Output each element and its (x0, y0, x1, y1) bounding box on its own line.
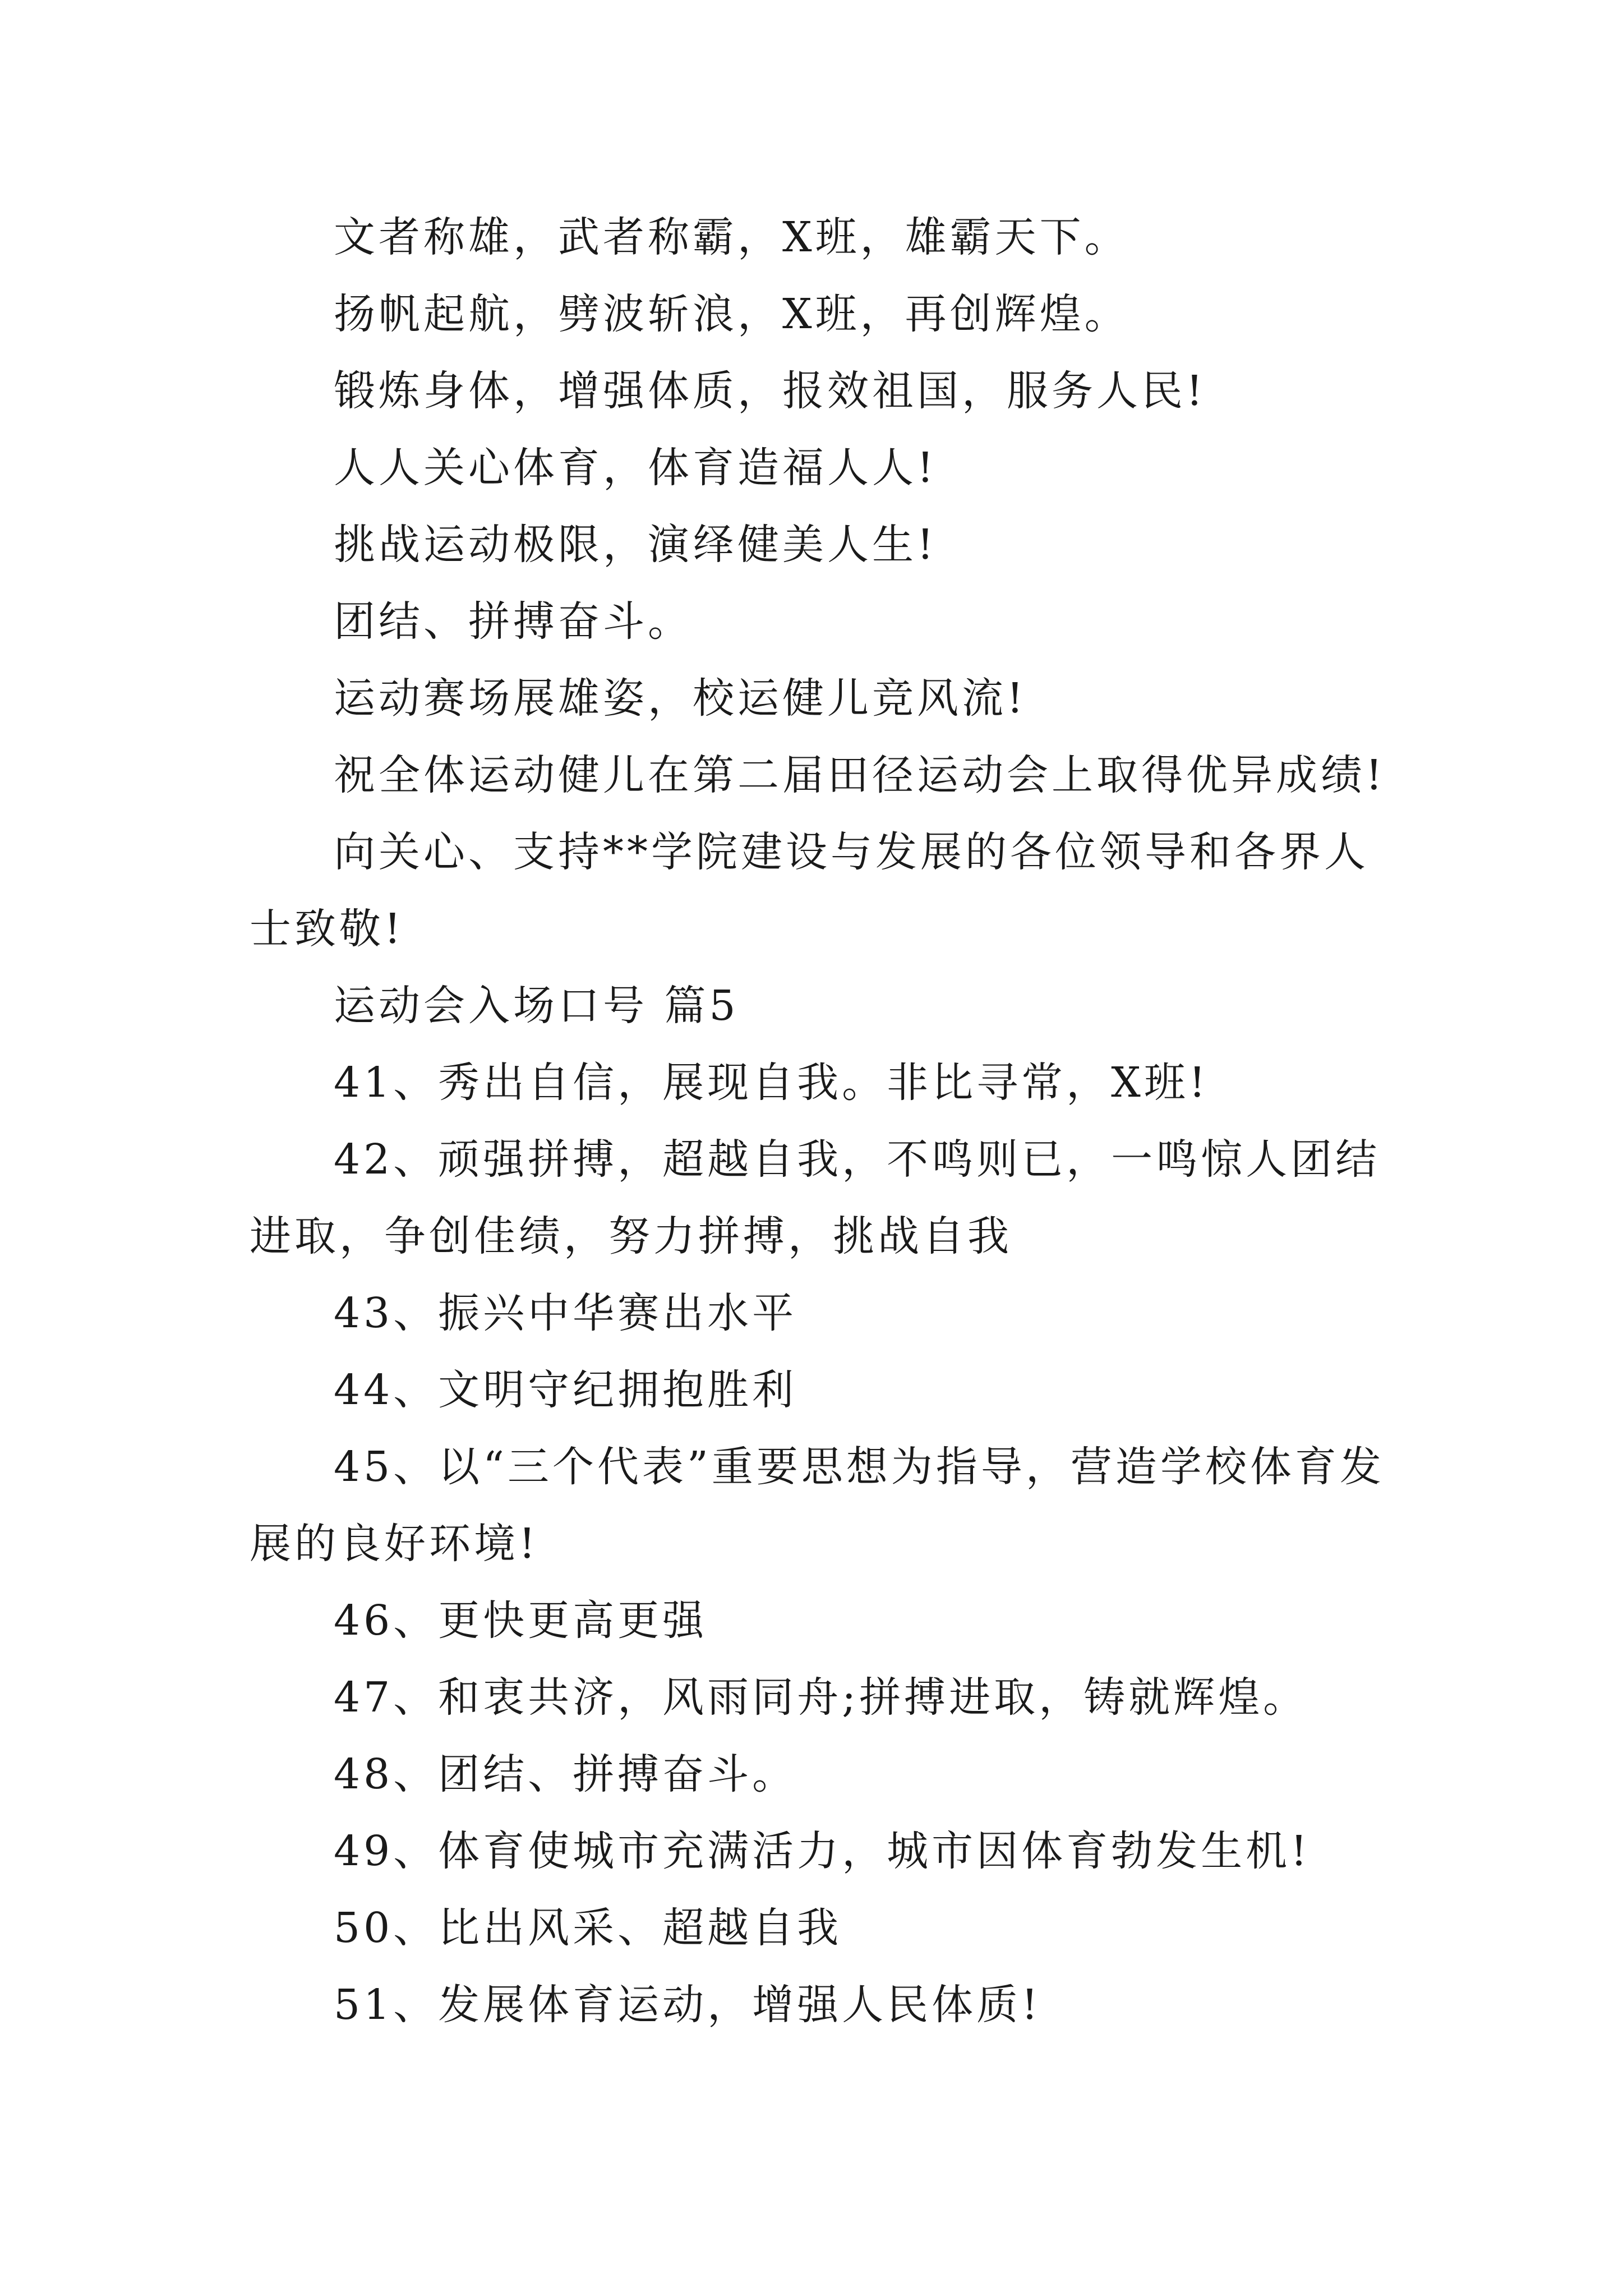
slogan-item: 50、比出风采、超越自我 (334, 1904, 842, 1952)
slogan-item: 51、发展体育运动，增强人民体质! (334, 1981, 1041, 2029)
document-body (250, 199, 1388, 2044)
slogan-item: 41、秀出自信，展现自我。非比寻常，X班! (334, 1059, 1209, 1107)
slogan-item: 46、更快更高更强 (334, 1596, 708, 1645)
paragraph: 挑战运动极限，演绎健美人生! (334, 521, 937, 569)
paragraph: 向关心、支持**学院建设与发展的各位领导和各界人士致敬! (250, 828, 1369, 953)
slogan-item: 49、体育使城市充满活力，城市因体育勃发生机! (334, 1827, 1311, 1875)
paragraph: 运动赛场展雄姿，校运健儿竞风流! (334, 674, 1027, 723)
slogan-item: 42、顽强拼搏，超越自我，不鸣则已，一鸣惊人团结进取，争创佳绩，努力拼搏，挑战自我 (250, 1135, 1381, 1260)
slogan-item: 47、和衷共济，风雨同舟;拼搏进取，铸就辉煌。 (334, 1673, 1308, 1722)
paragraph: 文者称雄，武者称霸，X班，雄霸天下。 (334, 213, 1129, 261)
paragraph: 扬帆起航，劈波斩浪，X班，再创辉煌。 (334, 290, 1129, 338)
paragraph: 祝全体运动健儿在第二届田径运动会上取得优异成绩! (334, 751, 1386, 799)
slogan-item: 48、团结、拼搏奋斗。 (334, 1750, 797, 1798)
slogan-item: 43、振兴中华赛出水平 (334, 1289, 797, 1337)
paragraph: 锻炼身体，增强体质，报效祖国，服务人民! (334, 367, 1206, 415)
section-heading: 运动会入场口号 篇5 (334, 982, 739, 1030)
paragraph: 团结、拼搏奋斗。 (334, 597, 693, 646)
paragraph: 人人关心体育，体育造福人人! (334, 444, 937, 492)
slogan-item: 44、文明守纪拥抱胜利 (334, 1366, 797, 1414)
slogan-item: 45、以“三个代表”重要思想为指导，营造学校体育发展的良好环境! (250, 1443, 1385, 1568)
